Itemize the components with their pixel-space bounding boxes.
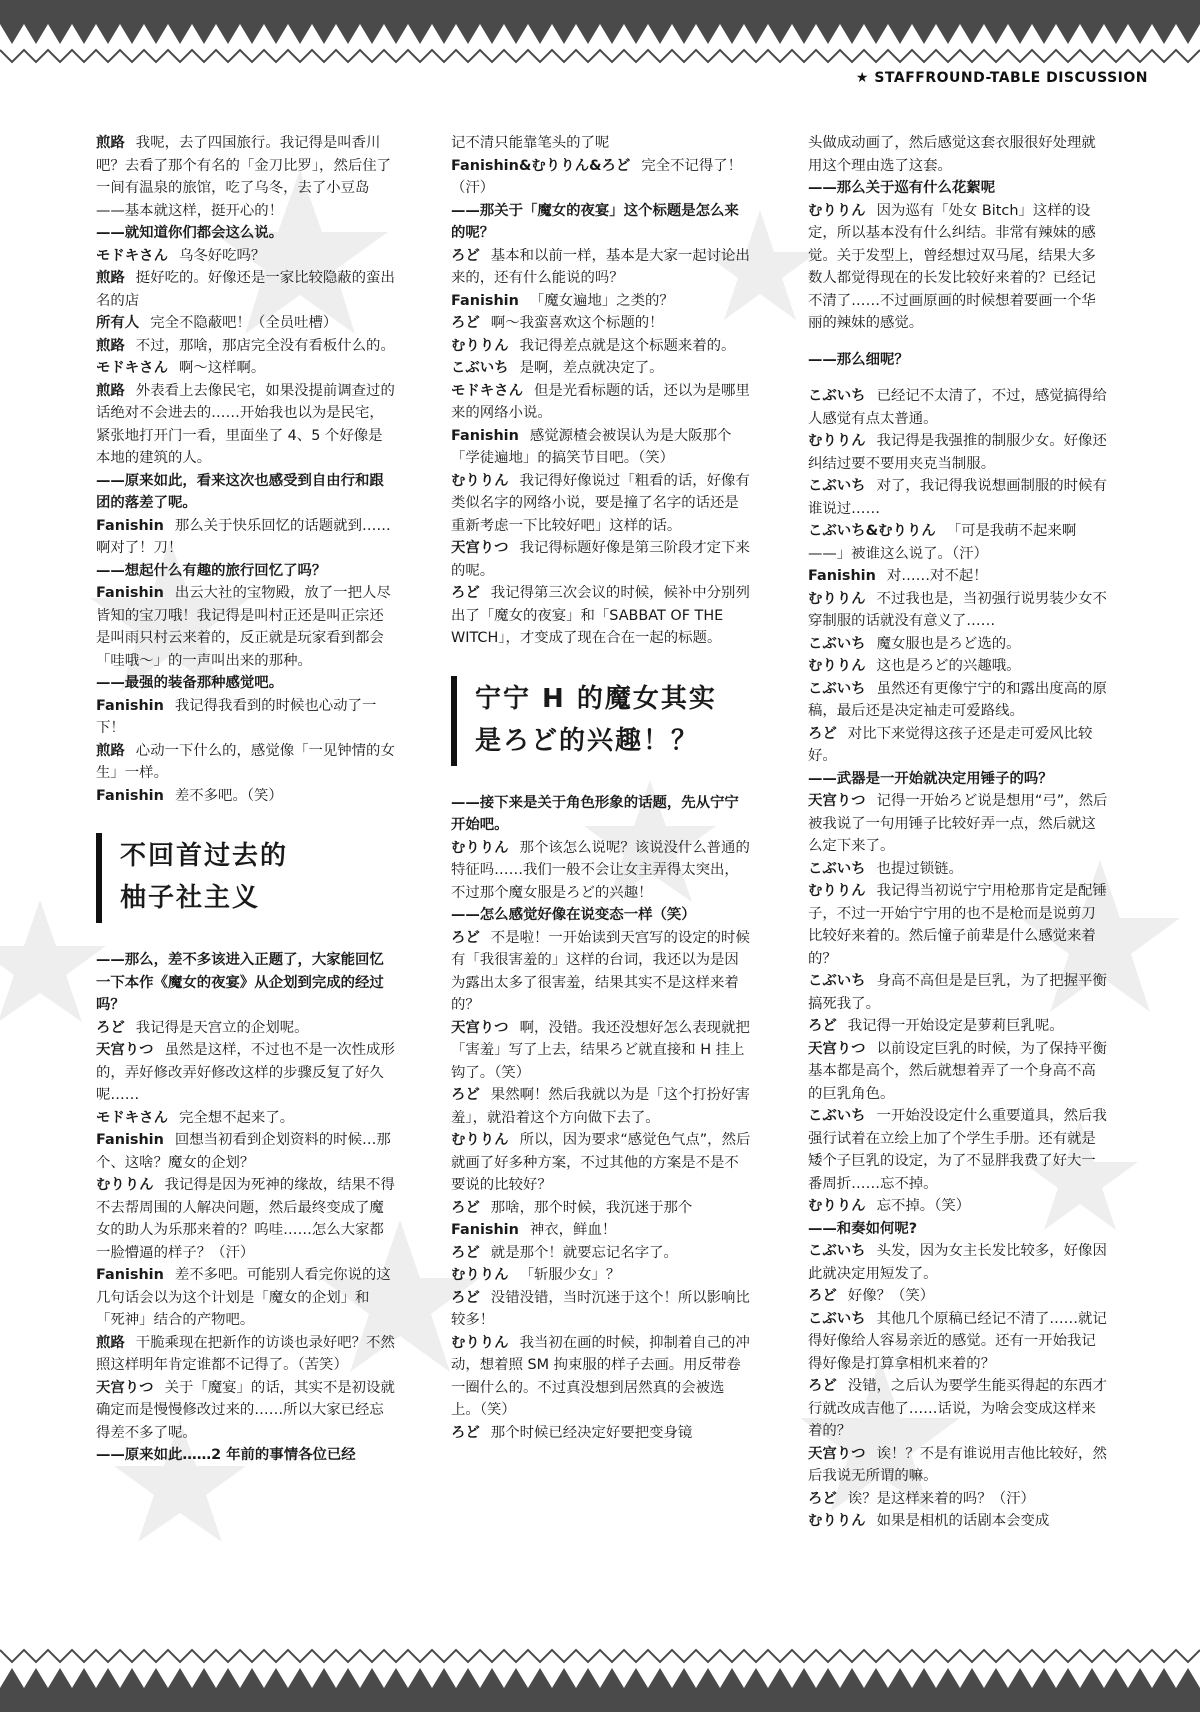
- dialogue-text: 不过，那啥，那店完全没有看板什么的。: [135, 337, 395, 354]
- speaker-name: むりりん: [808, 658, 866, 674]
- speaker-name: ろど: [96, 1019, 125, 1036]
- interviewer-question: ——想起什么有趣的旅行回忆了吗？: [96, 562, 327, 579]
- dialogue-line: [451, 1242, 751, 1265]
- dialogue-text: 诶！？不是有谁说用吉他比较好，然后我说无所谓的嘛。: [808, 1445, 1107, 1484]
- speaker-name: こぶいち: [808, 635, 866, 652]
- dialogue-line: [808, 1240, 1108, 1285]
- dialogue-text: 我记得标题好像是第三阶段才定下来的呢。: [451, 540, 750, 579]
- dialogue-line: [451, 312, 751, 335]
- dialogue-text: 我记得是因为死神的缘故，结果不得不去帮周围的人解决问题，然后最终变成了魔女的助人为乐那来着的？呜哇……怎么大家都一脸懵逼的样子？（汗）: [96, 1177, 395, 1261]
- dialogue-text: 我记得是天宫立的企划呢。: [135, 1019, 309, 1036]
- dialogue-text: 那啥，那个时候，我沉迷于那个: [490, 1199, 693, 1216]
- dialogue-text: 对了，我记得我说想画制服的时候有谁说过……: [808, 478, 1107, 517]
- speaker-name: モドキさん: [96, 1109, 168, 1126]
- spacer: [808, 371, 1108, 385]
- dialogue-text: 「魔女遍地」之类的？: [529, 292, 674, 309]
- speaker-name: モドキさん: [96, 247, 168, 264]
- speaker-name: むりりん: [96, 1177, 154, 1193]
- dialogue-line: [96, 1107, 396, 1130]
- dialogue-text: 如果是相机的话剧本会变成: [876, 1513, 1050, 1529]
- speaker-name: ろど: [451, 929, 480, 946]
- dialogue-text: 出云大社的宝物殿，放了一把人尽皆知的宝刀哦！我记得是叫村正还是叫正宗还是叫雨只村云来着的，反正就是玩家看到都会「哇哦～」的一声叫出来的那种。: [96, 585, 391, 669]
- dialogue-line: [96, 1039, 396, 1107]
- interviewer-question: ——那么细呢？: [808, 351, 909, 368]
- dialogue-text: 我当初在画的时候，抑制着自己的冲动，想着照 SM 拘束服的样子去画。用反带卷一圈什么的。不过真没想到居然真的会被选上。（笑）: [451, 1334, 750, 1418]
- speaker-name: Fanishin: [451, 1222, 519, 1238]
- speaker-name: Fanishin: [96, 1267, 164, 1283]
- dialogue-text: 「斩服少女」？: [519, 1267, 621, 1283]
- dialogue-text: 没错，之后认为要学生能买得起的东西才行就改成吉他了……话说，为啥会变成这样来着的？: [808, 1378, 1107, 1439]
- speaker-name: 天宫りつ: [808, 1445, 866, 1462]
- speaker-name: むりりん: [451, 1267, 509, 1283]
- speaker-name: 天宫りつ: [96, 1379, 154, 1396]
- speaker-name: こぶいち: [808, 860, 866, 877]
- speaker-name: ろど: [808, 1018, 837, 1034]
- dialogue-text: 没错没错，当时沉迷于这个！所以影响比较多！: [451, 1289, 750, 1328]
- dialogue-text: 虽然还有更像宁宁的和露出度高的原稿，最后还是决定袖走可爱路线。: [808, 680, 1107, 719]
- interviewer-question: ——武器是一开始就决定用锤子的吗？: [808, 770, 1053, 787]
- dialogue-text: 虽然是这样，不过也不是一次性成形的，弄好修改弄好修改这样的步骤反复了好久呢……: [96, 1042, 395, 1103]
- speaker-name: Fanishin: [451, 427, 519, 444]
- dialogue-text: 回想当初看到企划资料的时候…那个、这啥？魔女的企划？: [96, 1132, 391, 1171]
- dialogue-line: [96, 1129, 396, 1174]
- speaker-name: こぶいち&むりりん: [808, 523, 936, 539]
- speaker-name: ろど: [451, 1199, 480, 1216]
- speaker-name: Fanishin: [96, 787, 164, 804]
- dialogue-line: [451, 357, 751, 380]
- dialogue-text: 差不多吧。（笑）: [174, 787, 283, 804]
- dialogue-line: [451, 1264, 751, 1287]
- section-heading-line: 宁宁 H 的魔女其实: [475, 683, 717, 714]
- dialogue-line: [808, 970, 1108, 1015]
- speaker-name: むりりん: [808, 1198, 866, 1214]
- dialogue-line: [96, 335, 396, 358]
- section-header-label: ★ STAFFROUND-TABLE DISCUSSION: [855, 70, 1148, 86]
- dialogue-line: [451, 425, 751, 470]
- dialogue-line: [451, 1287, 751, 1332]
- dialogue-text: 挺好吃的。好像还是一家比较隐蔽的蛮出名的店: [96, 270, 395, 309]
- dialogue-text: 不是啦！一开始读到天宫写的设定的时候有「我很害羞的」这样的台词，我还以为是因为露出太多了很害羞，结果其实不是这样来着的？: [451, 929, 750, 1013]
- dialogue-text: 对……对不起！: [886, 568, 988, 584]
- interviewer-question: ——原来如此……2 年前的事情各位已经: [96, 1447, 356, 1463]
- dialogue-line: [96, 1264, 396, 1332]
- section-heading-line: 是ろど的兴趣！？: [475, 725, 700, 756]
- speaker-name: 煎路: [96, 337, 125, 354]
- dialogue-text: 啊～这样啊。: [178, 360, 266, 376]
- dialogue-line: [808, 1285, 1108, 1308]
- speaker-name: ろど: [451, 585, 480, 601]
- dialogue-text: 外表看上去像民宅，如果没提前调查过的话绝对不会进去的……开始我也以为是民宅，紧张地打开门一看，里面坐了 4、5 个好像是本地的建筑的人。: [96, 382, 395, 466]
- dialogue-line: [808, 723, 1108, 768]
- dialogue-line: [96, 1174, 396, 1264]
- dialogue-line: [451, 1197, 751, 1220]
- interviewer-question: ——怎么感觉好像在说变态一样（笑）: [451, 907, 696, 923]
- continued-text: 记不清只能靠笔头的了呢: [451, 135, 610, 151]
- dialogue-text: 完全不隐蔽吧！（全员吐槽）: [150, 315, 338, 331]
- dialogue-text: 「可是我萌不起来啊——」被谁这么说了。（汗）: [808, 523, 1077, 562]
- dialogue-text: 神衣，鲜血！: [529, 1222, 617, 1238]
- dialogue-line: [808, 633, 1108, 656]
- dialogue-text: 差不多吧。可能别人看完你说的这几句话会以为这个计划是「魔女的企划」和「死神」结合的产物吧。: [96, 1267, 391, 1328]
- dialogue-text: 但是光看标题的话，还以为是哪里来的网络小说。: [451, 382, 750, 421]
- dialogue-line: [808, 520, 1108, 565]
- dialogue-line: [808, 1015, 1108, 1038]
- dialogue-line: [451, 380, 751, 425]
- dialogue-line: [808, 858, 1108, 881]
- bottom-zigzag-band: [0, 1640, 1200, 1712]
- dialogue-text: 记得一开始ろど说是想用“弓”，然后被我说了一句用锤子比较好弄一点，然后就这么定下来了。: [808, 793, 1108, 854]
- speaker-name: 天宫りつ: [96, 1042, 154, 1058]
- dialogue-text: 那么关于快乐回忆的话题就到……啊对了！刀！: [96, 517, 391, 556]
- dialogue-line: [451, 582, 751, 650]
- interviewer-question: ——和奏如何呢?: [808, 1220, 918, 1237]
- speaker-name: Fanishin: [96, 585, 164, 601]
- text-column-right: [808, 132, 1108, 1533]
- dialogue-line: [451, 1084, 751, 1129]
- dialogue-line: [451, 1219, 751, 1242]
- speaker-name: ろど: [808, 1490, 837, 1507]
- dialogue-text: 忘不掉。（笑）: [876, 1198, 971, 1214]
- dialogue-line: [451, 537, 751, 582]
- dialogue-line: [451, 245, 751, 290]
- dialogue-line: [808, 678, 1108, 723]
- interviewer-question: ——最强的装备那种感觉吧。: [96, 675, 284, 691]
- section-heading: [451, 676, 751, 766]
- dialogue-text: 头发，因为女主长发比较多，好像因此就决定用短发了。: [808, 1243, 1107, 1282]
- section-heading-line: 柚子社主义: [120, 883, 261, 913]
- dialogue-text: 我记得我看到的时候也心动了一下！: [96, 697, 377, 736]
- dialogue-text: 完全想不起来了。: [178, 1109, 295, 1126]
- dialogue-text: 身高不高但是是巨乳，为了把握平衡搞死我了。: [808, 973, 1107, 1012]
- dialogue-text: 啊～我蛮喜欢这个标题的！: [490, 315, 664, 331]
- speaker-name: モドキさん: [96, 360, 168, 376]
- speaker-name: むりりん: [451, 472, 509, 489]
- dialogue-line: [96, 245, 396, 268]
- speaker-name: こぶいち: [451, 360, 509, 376]
- speaker-name: こぶいち: [808, 1108, 866, 1124]
- speaker-name: むりりん: [451, 839, 509, 856]
- dialogue-line: [808, 655, 1108, 678]
- dialogue-text: 所以，因为要求“感觉色气点”，然后就画了好多种方案，不过其他的方案是不是不要说的比较好？: [451, 1132, 751, 1193]
- dialogue-text: 因为巡有「处女 Bitch」这样的设定，所以基本没有什么纠结。非常有辣妹的感觉。关于发型上，曾经想过双马尾，结果大多数人都觉得现在的长发比较好来着的？已经记不清了……不过画原画的时候想着要画一个华丽的辣妹的感觉。: [808, 202, 1096, 331]
- dialogue-text: 果然啊！然后我就以为是「这个打扮好害羞」，就沿着这个方向做下去了。: [451, 1087, 750, 1126]
- dialogue-text: 对比下来觉得这孩子还是走可爱风比较好。: [808, 725, 1093, 764]
- speaker-name: 煎路: [96, 382, 125, 399]
- speaker-name: ろど: [451, 315, 480, 331]
- dialogue-line: [808, 880, 1108, 970]
- dialogue-text: 我记得第三次会议的时候，候补中分别列出了「魔女的夜宴」和「SABBAT OF THE WITCH」，才变成了现在合在一起的标题。: [451, 585, 750, 646]
- speaker-name: ろど: [451, 1087, 480, 1103]
- dialogue-line: [96, 1017, 396, 1040]
- speaker-name: ろど: [808, 1378, 837, 1394]
- speaker-name: ろど: [451, 247, 480, 264]
- speaker-name: むりりん: [451, 1132, 509, 1148]
- dialogue-line: [808, 1510, 1108, 1533]
- speaker-name: むりりん: [451, 1334, 509, 1351]
- speaker-name: 天宫りつ: [808, 1040, 866, 1057]
- speaker-name: ろど: [451, 1289, 480, 1306]
- dialogue-line: [96, 357, 396, 380]
- dialogue-line: [808, 588, 1108, 633]
- speaker-name: こぶいち: [808, 1310, 866, 1327]
- dialogue-line: [808, 1038, 1108, 1106]
- speaker-name: Fanishin&むりりん&ろど: [451, 157, 631, 174]
- dialogue-text: 干脆乘现在把新作的访谈也录好吧？不然照这样明年肯定谁都不记得了。（苦笑）: [96, 1334, 395, 1373]
- interviewer-question: ——那么，差不多该进入正题了，大家能回忆一下本作《魔女的夜宴》从企划到完成的经过吗？: [96, 952, 384, 1013]
- speaker-name: 天宫りつ: [451, 1019, 509, 1036]
- interviewer-question: ——接下来是关于角色形象的话题，先从宁宁开始吧。: [451, 794, 739, 833]
- dialogue-line: [96, 267, 396, 312]
- dialogue-line: [451, 335, 751, 358]
- dialogue-line: [808, 200, 1108, 335]
- speaker-name: むりりん: [808, 883, 866, 899]
- dialogue-line: [96, 312, 396, 335]
- speaker-name: こぶいち: [808, 680, 866, 697]
- speaker-name: 所有人: [96, 315, 140, 331]
- speaker-name: むりりん: [451, 337, 509, 354]
- dialogue-text: 关于「魔宴」的话，其实不是初设就确定而是慢慢修改过来的……所以大家已经忘得差不多了呢。: [96, 1379, 395, 1441]
- speaker-name: むりりん: [808, 590, 866, 607]
- dialogue-text: 我呢，去了四国旅行。我记得是叫香川吧？去看了那个有名的「金刀比罗」，然后住了一间有温泉的旅馆，吃了乌冬，去了小豆岛——基本就这样，挺开心的！: [96, 135, 392, 219]
- dialogue-line: [808, 565, 1108, 588]
- dialogue-text: 基本和以前一样，基本是大家一起讨论出来的，还有什么能说的吗？: [451, 247, 750, 286]
- dialogue-text: 好像？（笑）: [847, 1288, 935, 1304]
- dialogue-text: 我记得好像说过「粗看的话，好像有类似名字的网络小说，要是撞了名字的话还是重新考虑一下比较好吧」这样的话。: [451, 472, 750, 534]
- dialogue-line: [808, 430, 1108, 475]
- speaker-name: ろど: [451, 1424, 480, 1441]
- dialogue-text: 啊，没错。我还没想好怎么表现就把「害羞」写了上去，结果ろど就直接和 H 挂上钩了。（笑）: [451, 1019, 750, 1081]
- dialogue-line: [451, 155, 751, 200]
- dialogue-text: 诶？是这样来着的吗？（汗）: [847, 1490, 1035, 1507]
- dialogue-line: [96, 380, 396, 470]
- speaker-name: こぶいち: [808, 1243, 866, 1259]
- dialogue-line: [808, 1195, 1108, 1218]
- dialogue-text: 已经记不太清了，不过，感觉搞得给人感觉有点太普通。: [808, 388, 1107, 427]
- dialogue-line: [808, 385, 1108, 430]
- speaker-name: ろど: [808, 1288, 837, 1304]
- dialogue-line: [96, 1332, 396, 1377]
- interviewer-question: ——就知道你们都会这么说。: [96, 225, 284, 241]
- dialogue-line: [451, 837, 751, 905]
- dialogue-line: [808, 1488, 1108, 1511]
- dialogue-line: [96, 695, 396, 740]
- dialogue-text: 那个该怎么说呢？该说没什么普通的特征吗……我们一般不会让女主弄得太突出，不过那个魔女服是ろど的兴趣！: [451, 839, 750, 901]
- dialogue-text: 魔女服也是ろど选的。: [876, 635, 1021, 652]
- dialogue-line: [808, 1375, 1108, 1443]
- background-star: [0, 900, 106, 1022]
- dialogue-text: 其他几个原稿已经记不清了……就记得好像给人容易亲近的感觉。还有一开始我记得好像是打算拿相机来着的？: [808, 1310, 1107, 1372]
- speaker-name: ろど: [451, 1244, 480, 1261]
- speaker-name: Fanishin: [451, 292, 519, 309]
- speaker-name: むりりん: [808, 1513, 866, 1529]
- dialogue-line: [96, 785, 396, 808]
- interviewer-question: ——那关于「魔女的夜宴」这个标题是怎么来的呢？: [451, 202, 739, 241]
- dialogue-line: [96, 515, 396, 560]
- speaker-name: 煎路: [96, 742, 125, 759]
- interviewer-question: ——那么关于巡有什么花絮呢: [808, 180, 996, 196]
- dialogue-line: [808, 1308, 1108, 1376]
- speaker-name: 煎路: [96, 135, 125, 151]
- dialogue-line: [451, 1017, 751, 1085]
- dialogue-text: 以前设定巨乳的时候，为了保持平衡基本都是高个，然后就想着弄了一个身高不高的巨乳角色。: [808, 1040, 1107, 1102]
- continued-text: 头做成动画了，然后感觉这套衣服很好处理就用这个理由选了这套。: [808, 135, 1096, 174]
- dialogue-text: 不过我也是，当初强行说男装少女不穿制服的话就没有意义了……: [808, 590, 1107, 629]
- dialogue-text: 是啊，差点就决定了。: [519, 360, 664, 376]
- speaker-name: Fanishin: [96, 1132, 164, 1148]
- speaker-name: 煎路: [96, 1334, 125, 1351]
- interviewer-question: ——原来如此，看来这次也感受到自由行和跟团的落差了呢。: [96, 472, 384, 511]
- speaker-name: むりりん: [808, 202, 866, 219]
- dialogue-line: [808, 475, 1108, 520]
- dialogue-text: 我记得一开始设定是萝莉巨乳呢。: [847, 1018, 1064, 1034]
- dialogue-text: 也提过锁链。: [876, 860, 963, 877]
- section-heading-line: 不回首过去的: [120, 841, 289, 871]
- dialogue-text: 我记得当初说宁宁用枪那肯定是配锤子，不过一开始宁宁用的也不是枪而是说剪刀比较好来着的。然后憧子前辈是什么感觉来着的？: [808, 883, 1107, 967]
- dialogue-text: 我记得是我强推的制服少女。好像还纠结过要不要用夹克当制服。: [808, 433, 1107, 472]
- text-column-middle: [451, 132, 751, 1444]
- speaker-name: Fanishin: [96, 517, 164, 534]
- speaker-name: むりりん: [808, 433, 866, 449]
- dialogue-line: [451, 927, 751, 1017]
- dialogue-text: 就是那个！就要忘记名字了。: [490, 1244, 678, 1261]
- section-heading: [96, 833, 396, 923]
- speaker-name: 天宫りつ: [451, 540, 509, 556]
- speaker-name: こぶいち: [808, 388, 866, 404]
- dialogue-line: [451, 1129, 751, 1197]
- speaker-name: 天宫りつ: [808, 793, 866, 809]
- dialogue-line: [96, 1377, 396, 1445]
- speaker-name: Fanishin: [808, 568, 876, 584]
- dialogue-line: [808, 790, 1108, 858]
- dialogue-text: 乌冬好吃吗？: [178, 247, 266, 264]
- dialogue-line: [96, 740, 396, 785]
- dialogue-text: 我记得差点就是这个标题来着的。: [519, 337, 736, 354]
- dialogue-line: [451, 470, 751, 538]
- dialogue-text: 完全不记得了！（汗）: [451, 157, 743, 196]
- speaker-name: モドキさん: [451, 382, 523, 399]
- spacer: [808, 335, 1108, 349]
- speaker-name: ろど: [808, 725, 837, 742]
- dialogue-line: [96, 582, 396, 672]
- speaker-name: Fanishin: [96, 697, 164, 714]
- dialogue-line: [451, 1422, 751, 1445]
- dialogue-line: [808, 1105, 1108, 1195]
- dialogue-text: 心动一下什么的，感觉像「一见钟情的女生」一样。: [96, 742, 395, 781]
- speaker-name: 煎路: [96, 270, 125, 286]
- dialogue-line: [451, 290, 751, 313]
- speaker-name: こぶいち: [808, 478, 866, 494]
- dialogue-text: 感觉源楂会被误认为是大阪那个「学徒遍地」的搞笑节目吧。（笑）: [451, 427, 732, 466]
- dialogue-text: 这也是ろど的兴趣哦。: [876, 658, 1021, 674]
- dialogue-text: 那个时候已经决定好要把变身镜: [490, 1424, 693, 1441]
- dialogue-line: [96, 132, 396, 222]
- text-column-left: [96, 132, 396, 1467]
- dialogue-line: [808, 1443, 1108, 1488]
- dialogue-text: 一开始没设定什么重要道具，然后我强行试着在立绘上加了个学生手册。还有就是矮个子巨乳的设定，为了不显胖我费了好大一番周折……忘不掉。: [808, 1108, 1107, 1192]
- speaker-name: こぶいち: [808, 973, 866, 989]
- dialogue-line: [451, 1332, 751, 1422]
